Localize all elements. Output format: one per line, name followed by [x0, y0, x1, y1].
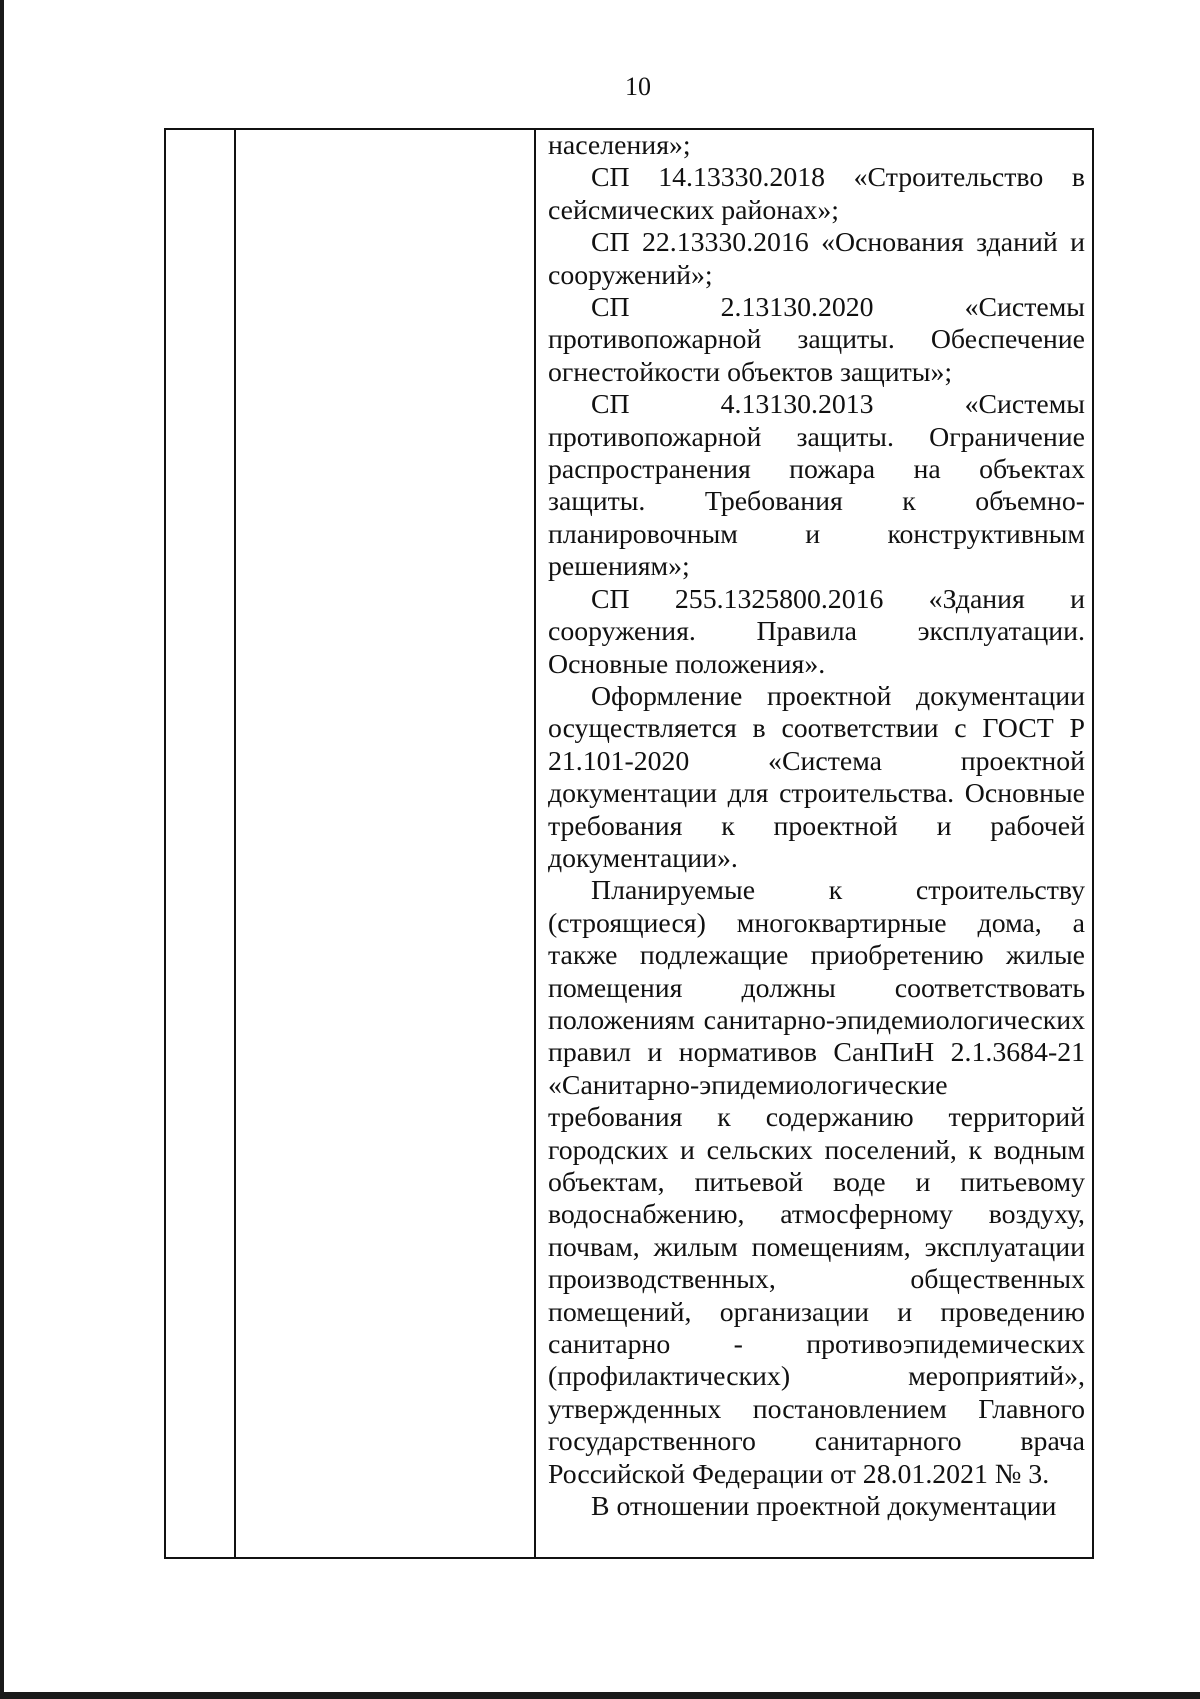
paragraph-continues-next-page: В отношении проектной документации: [591, 1491, 1057, 1523]
paragraph-gost-design-docs: Оформление проектной документации осуществляется в соответствии с ГОСТ Р 21.101-2020 «Система проектной документации для строительства. Основные требования к проектной и рабочей документации».: [548, 680, 1085, 874]
document-table: [164, 128, 1094, 1559]
table-column-divider-1: [234, 130, 236, 1557]
page-number: 10: [625, 72, 651, 101]
scan-edge-bottom: [0, 1692, 1200, 1699]
paragraph-sp-255-1325800: СП 255.1325800.2016 «Здания и сооружения. Правила эксплуатации. Основные положения».: [548, 583, 1085, 680]
scan-edge-left: [0, 0, 4, 1699]
table-cell-requirements: [548, 130, 1085, 1523]
paragraph-sp-4-13130: СП 4.13130.2013 «Системы противопожарной защиты. Ограничение распространения пожара на объектах защиты. Требования к объемно-планировочным и конструктивным решениям»;: [548, 389, 1085, 583]
paragraph-sp-22-13330: СП 22.13330.2016 «Основания зданий и сооружений»;: [548, 227, 1085, 291]
paragraph-continuation: населения»;: [548, 130, 691, 161]
paragraph-sp-2-13130: СП 2.13130.2020 «Системы противопожарной защиты. Обеспечение огнестойкости объектов защиты»;: [548, 292, 1085, 388]
table-column-divider-2: [534, 130, 536, 1557]
paragraph-sp-14-13330: СП 14.13330.2018 «Строительство в сейсмических районах»;: [548, 162, 1085, 226]
paragraph-sanpin-requirements: Планируемые к строительству (строящиеся) многоквартирные дома, а также подлежащие приобретению жилые помещения должны соответствовать положениям санитарно-эпидемиологических правил и нормативов СанПиН 2.1.3684-21 «Санитарно-эпидемиологические требования к содержанию территорий городских и сельских поселений, к водным объектам, питьевой воде и питьевому водоснабжению, атмосферному воздуху, почвам, жилым помещениям, эксплуатации производственных, общественных помещений, организации и проведению санитарно - противоэпидемических (профилактических) мероприятий», утвержденных постановлением Главного государственного санитарного врача Российской Федерации от 28.01.2021 № 3.: [548, 875, 1085, 1490]
